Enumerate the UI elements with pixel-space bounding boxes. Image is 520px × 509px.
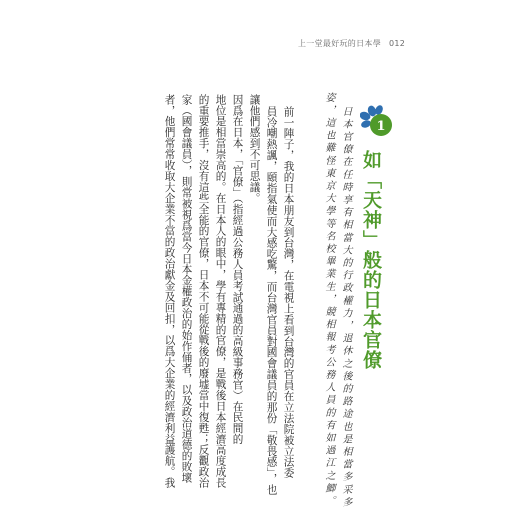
intro-line-2: 姿，這也難怪東京大學等名校畢業生，競相報考公務人員的有如過江之鯽。 — [323, 92, 334, 508]
body-line-4: 因爲在日本，「官僚」（指經過公務人員考試通過的高級事務官）在民間的 — [231, 94, 244, 445]
body-line-5: 地位是相當崇高的。在日本人的眼中，學有專精的官僚，是戰後日本經濟高度成長 — [214, 94, 227, 489]
body-line-7: 家（國會議員），則常被視爲當今日本金權政治的始作俑者，以及政治道德的敗壞 — [180, 94, 193, 483]
body-line-1: 前一陣子，我的日本朋友到台灣，在電視上看到台灣的官員在立法院被立法委 — [282, 106, 295, 479]
running-head — [298, 38, 405, 49]
section-heading: 如「天神」般的日本官僚 — [360, 150, 382, 370]
body-line-6: 的重要推手，沒有這些全能的官僚，日本不可能從戰後的廢墟當中復甦；反觀政治 — [197, 94, 210, 489]
body-line-8: 者，他們常常收取大企業不當的政治獻金及回扣，以爲大企業的經濟利益護航。我 — [163, 94, 176, 489]
running-head-title: 上一堂最好玩的日本學 — [298, 39, 381, 48]
flower-badge-icon — [360, 104, 394, 138]
intro-line-1: 日本官僚在任時享有相當大的行政權力，退休之後的路途也是相當多采多 — [340, 106, 351, 509]
page-number: 012 — [389, 39, 406, 48]
body-line-2: 員冷嘲熱諷，頤指氣使而大感吃驚，而台灣官員對國會議員的那份「敬畏感」，也 — [265, 106, 278, 495]
body-line-3: 讓他們感到不可思議。 — [248, 94, 261, 204]
section-number: 1 — [376, 119, 386, 134]
